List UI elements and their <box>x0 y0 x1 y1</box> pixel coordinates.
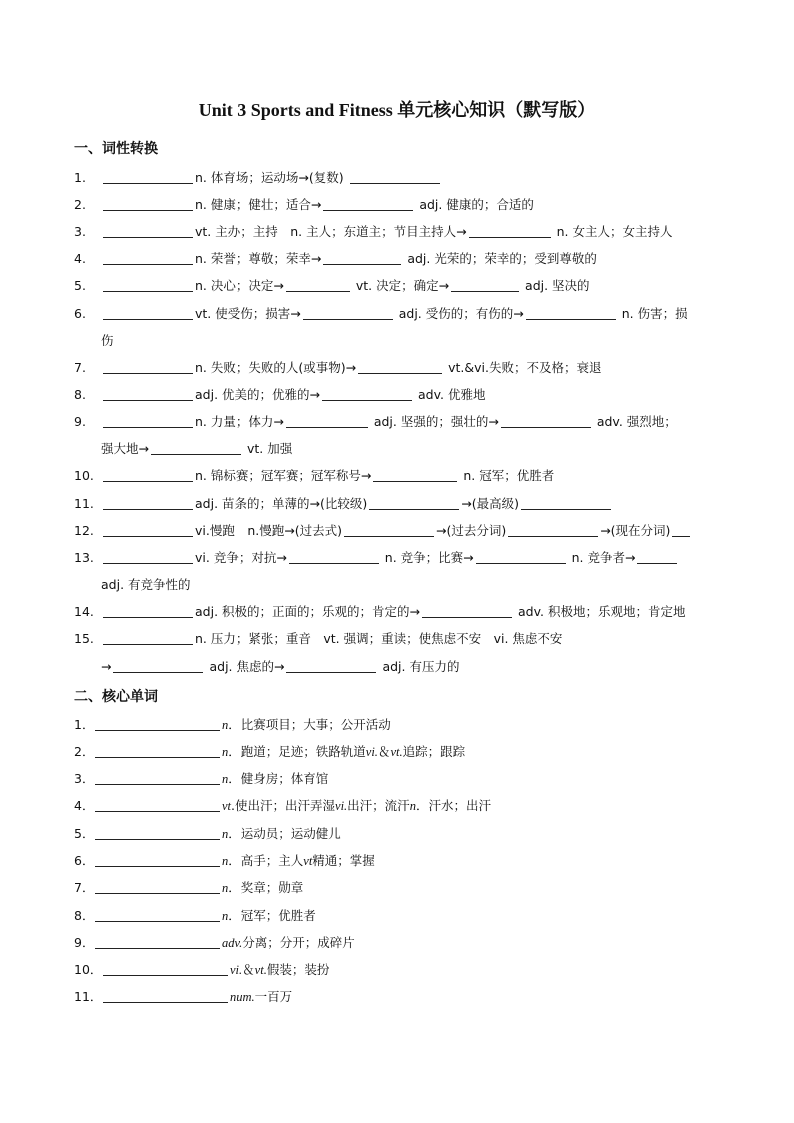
answer-blank[interactable] <box>103 551 193 564</box>
part-of-speech: vt <box>222 799 232 813</box>
item-text: adv. 积极地；乐观地；肯定地 <box>517 604 686 619</box>
item-number: 3. <box>74 224 86 239</box>
list-item <box>74 798 724 814</box>
answer-blank[interactable] <box>672 524 690 537</box>
list-item <box>74 224 724 240</box>
answer-blank[interactable] <box>103 171 193 184</box>
item-text: 一百万 <box>254 989 293 1004</box>
item-text: → <box>101 659 112 674</box>
item-text: adj. 光荣的；荣幸的；受到尊敬的 <box>407 251 597 266</box>
item-text: ．汗水；出汗 <box>415 798 491 813</box>
item-text: adv. 强烈地； <box>596 414 677 429</box>
list-item <box>74 468 724 484</box>
answer-blank[interactable] <box>103 632 193 645</box>
item-text: n. 压力；紧张；重音 vt. 强调；重读；使焦虑不安 vi. 焦虑不安 <box>195 631 563 646</box>
answer-blank[interactable] <box>103 361 193 374</box>
answer-blank[interactable] <box>526 307 616 320</box>
list-item <box>74 550 724 566</box>
item-number: 10． <box>74 962 103 977</box>
answer-blank[interactable] <box>113 660 203 673</box>
item-text: 出汗；流汗 <box>347 798 410 813</box>
answer-blank[interactable] <box>289 551 379 564</box>
part-of-speech: n <box>409 799 416 813</box>
item-text: n. 竞争者→ <box>571 550 636 565</box>
item-text: ．比赛项目；大事；公开活动 <box>228 717 391 732</box>
item-text: 强大地→ <box>101 441 149 456</box>
item-text: →(现在分词) <box>600 523 671 538</box>
item-number: 4． <box>74 798 95 813</box>
answer-blank[interactable] <box>95 799 220 812</box>
list-item <box>74 251 724 267</box>
answer-blank[interactable] <box>286 415 368 428</box>
part-of-speech: vt. <box>390 745 403 759</box>
item-text: vt. 决定；确定→ <box>355 278 450 293</box>
answer-blank[interactable] <box>350 171 440 184</box>
item-text-continuation: 伤 <box>101 333 114 348</box>
part-of-speech: vt. <box>254 963 267 977</box>
item-number: 8. <box>74 387 86 402</box>
answer-blank[interactable] <box>103 198 193 211</box>
answer-blank[interactable] <box>344 524 434 537</box>
answer-blank[interactable] <box>151 442 241 455</box>
item-text: n. 伤害；损 <box>621 306 688 321</box>
answer-blank[interactable] <box>103 279 193 292</box>
part-of-speech: num. <box>230 990 255 1004</box>
answer-blank[interactable] <box>103 524 193 537</box>
item-text: n. 健康；健壮；适合→ <box>195 197 322 212</box>
item-number: 11． <box>74 989 103 1004</box>
list-item <box>74 853 724 869</box>
list-item <box>74 962 724 978</box>
item-number: 1． <box>74 717 95 732</box>
item-text: n. 竞争；比赛→ <box>384 550 474 565</box>
answer-blank[interactable] <box>95 936 220 949</box>
item-number: 10. <box>74 468 94 483</box>
answer-blank[interactable] <box>103 225 193 238</box>
item-text: vt. 使受伤；损害→ <box>195 306 301 321</box>
section-heading-word-forms: 一、词性转换 <box>74 141 158 157</box>
item-text: n. 失败；失败的人(或事物)→ <box>195 360 357 375</box>
answer-blank[interactable] <box>103 990 228 1003</box>
item-number: 15. <box>74 631 94 646</box>
answer-blank[interactable] <box>103 415 193 428</box>
answer-blank[interactable] <box>521 497 611 510</box>
part-of-speech: n <box>222 772 229 786</box>
item-number: 7． <box>74 880 95 895</box>
list-item <box>74 935 724 951</box>
answer-blank[interactable] <box>95 745 220 758</box>
section-heading-core-words: 二、核心单词 <box>74 689 158 705</box>
part-of-speech: n <box>222 827 229 841</box>
item-number: 5. <box>74 278 86 293</box>
item-text: vt. 主办；主持 n. 主人；东道主；节目主持人→ <box>195 224 467 239</box>
answer-blank[interactable] <box>103 307 193 320</box>
item-text: ．冠军；优胜者 <box>228 908 316 923</box>
item-number: 1. <box>74 170 86 185</box>
item-number: 8． <box>74 908 95 923</box>
item-text: .使出汗；出汗弄湿 <box>231 798 336 813</box>
item-number: 13. <box>74 550 94 565</box>
answer-blank[interactable] <box>95 718 220 731</box>
list-item <box>74 717 724 733</box>
answer-blank[interactable] <box>286 660 376 673</box>
item-text: n. 女主人；女主持人 <box>556 224 673 239</box>
answer-blank[interactable] <box>373 469 457 482</box>
page-title: Unit 3 Sports and Fitness 单元核心知识（默写版） <box>198 100 596 120</box>
list-item <box>74 908 724 924</box>
item-text: ．运动员；运动健儿 <box>228 826 341 841</box>
item-text: →(最高级) <box>461 496 519 511</box>
list-item <box>74 771 724 787</box>
item-number: 11. <box>74 496 94 511</box>
part-of-speech: n <box>222 909 229 923</box>
answer-blank[interactable] <box>95 881 220 894</box>
item-number: 6. <box>74 306 86 321</box>
answer-blank[interactable] <box>103 605 193 618</box>
item-text: n. 决心；决定→ <box>195 278 284 293</box>
item-text: n. 冠军；优胜者 <box>463 468 555 483</box>
answer-blank[interactable] <box>103 963 228 976</box>
list-item <box>74 826 724 842</box>
item-text: ＆ <box>377 744 391 759</box>
answer-blank[interactable] <box>303 307 393 320</box>
item-text: 假装；装扮 <box>266 962 330 977</box>
item-text: 精通；掌握 <box>312 853 375 868</box>
item-text: 分离；分开；成碎片 <box>242 935 355 950</box>
list-item <box>74 414 724 430</box>
list-item-continuation <box>101 659 459 675</box>
list-item <box>74 880 724 896</box>
item-text: vi. 竞争；对抗→ <box>195 550 287 565</box>
item-text: n. 体育场；运动场→(复数) <box>195 170 344 185</box>
item-number: 9. <box>74 414 86 429</box>
item-text: →(过去分词) <box>435 523 507 538</box>
item-text: ．健身房；体育馆 <box>228 771 329 786</box>
list-item <box>74 989 724 1005</box>
item-text: ．高手；主人 <box>228 853 304 868</box>
part-of-speech: vi. <box>230 963 243 977</box>
part-of-speech: vt <box>303 854 313 868</box>
part-of-speech: vi. <box>365 745 378 759</box>
item-text: adj. 积极的；正面的；乐观的；肯定的→ <box>195 604 420 619</box>
item-text: adj. 坚决的 <box>525 278 590 293</box>
item-text: adj. 坚强的；强壮的→ <box>373 414 499 429</box>
answer-blank[interactable] <box>103 469 193 482</box>
item-number: 6． <box>74 853 95 868</box>
answer-blank[interactable] <box>323 252 401 265</box>
item-number: 9． <box>74 935 95 950</box>
list-item <box>74 631 724 647</box>
answer-blank[interactable] <box>469 225 551 238</box>
answer-blank[interactable] <box>476 551 566 564</box>
item-number: 5． <box>74 826 95 841</box>
part-of-speech: n <box>222 718 229 732</box>
item-text: vt. 加强 <box>246 441 293 456</box>
item-text: ．奖章；勋章 <box>228 880 304 895</box>
list-item <box>74 278 724 294</box>
part-of-speech: vi. <box>335 799 348 813</box>
list-item <box>74 306 724 322</box>
answer-blank[interactable] <box>422 605 512 618</box>
item-text: ．跑道；足迹；铁路轨道 <box>228 744 366 759</box>
answer-blank[interactable] <box>103 388 193 401</box>
item-text: adj. 有压力的 <box>382 659 460 674</box>
answer-blank[interactable] <box>95 827 220 840</box>
item-text: adj. 健康的；合适的 <box>419 197 534 212</box>
item-text: adv. 优雅地 <box>417 387 486 402</box>
answer-blank[interactable] <box>369 497 459 510</box>
item-text: n. 力量；体力→ <box>195 414 284 429</box>
answer-blank[interactable] <box>358 361 442 374</box>
item-text: vi.慢跑 n.慢跑→(过去式) <box>195 523 342 538</box>
item-text: vt.&vi.失败；不及格；衰退 <box>448 360 602 375</box>
list-item <box>74 604 724 620</box>
answer-blank[interactable] <box>451 279 519 292</box>
answer-blank[interactable] <box>95 854 220 867</box>
list-item <box>74 360 724 376</box>
answer-blank[interactable] <box>286 279 350 292</box>
item-text: adj. 苗条的；单薄的→(比较级) <box>195 496 368 511</box>
part-of-speech: adv. <box>222 936 243 950</box>
list-item <box>74 744 724 760</box>
item-text: n. 锦标赛；冠军赛；冠军称号→ <box>195 468 372 483</box>
answer-blank[interactable] <box>103 252 193 265</box>
item-number: 4. <box>74 251 86 266</box>
answer-blank[interactable] <box>95 772 220 785</box>
list-item <box>74 197 724 213</box>
answer-blank[interactable] <box>95 909 220 922</box>
answer-blank[interactable] <box>323 198 413 211</box>
item-number: 12. <box>74 523 94 538</box>
item-number: 3． <box>74 771 95 786</box>
answer-blank[interactable] <box>508 524 598 537</box>
answer-blank[interactable] <box>322 388 412 401</box>
answer-blank[interactable] <box>501 415 591 428</box>
list-item <box>74 523 724 539</box>
item-number: 2． <box>74 744 95 759</box>
part-of-speech: n <box>222 854 229 868</box>
list-item <box>74 496 724 512</box>
item-text: adj. 受伤的；有伤的→ <box>398 306 524 321</box>
item-number: 14. <box>74 604 94 619</box>
item-text: adj. 优美的；优雅的→ <box>195 387 320 402</box>
item-text: 追踪；跟踪 <box>402 744 466 759</box>
item-text: n. 荣誉；尊敬；荣幸→ <box>195 251 322 266</box>
list-item <box>74 387 724 403</box>
item-text: ＆ <box>242 962 255 977</box>
item-text-continuation: adj. 有竞争性的 <box>101 577 191 592</box>
item-number: 7. <box>74 360 86 375</box>
part-of-speech: n <box>222 745 229 759</box>
item-number: 2. <box>74 197 86 212</box>
answer-blank[interactable] <box>103 497 193 510</box>
part-of-speech: n <box>222 881 229 895</box>
item-text: adj. 焦虑的→ <box>209 659 285 674</box>
answer-blank[interactable] <box>637 551 677 564</box>
list-item <box>74 170 724 186</box>
list-item-continuation <box>101 441 292 457</box>
